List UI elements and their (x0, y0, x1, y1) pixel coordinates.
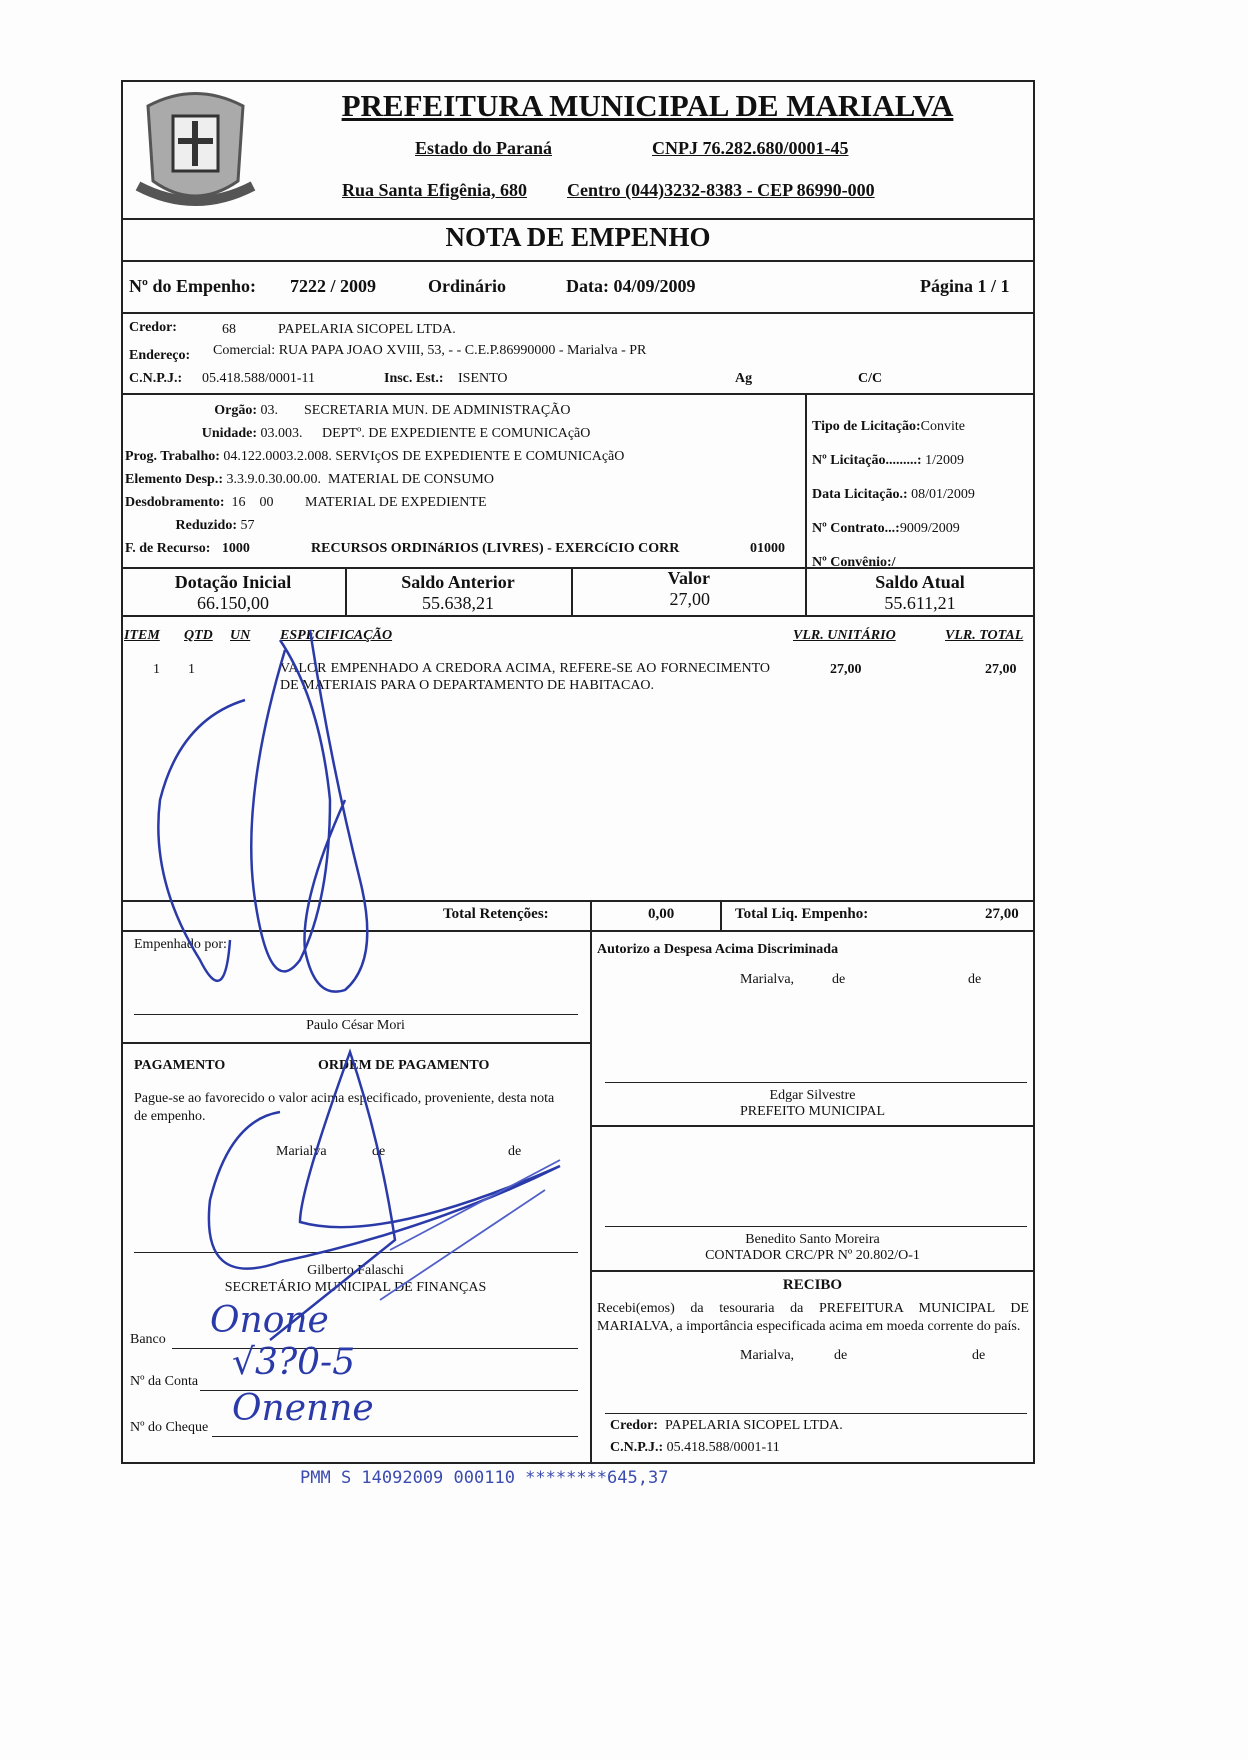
budget-classification: Orgão: 03. SECRETARIA MUN. DE ADMINISTRAÇÃO Unidade: 03.003. DEPTº. DE EXPEDIENTE E COMUNICAçãO Prog. Trabalho: 04.122.0003.2.008. SERVIçOS DE EXPEDIENTE E COMUNICAçãO Elemento Desp.: 3.3.9.0.30.00.00. MATERIAL DE CONSUMO Desdobramento: 16 00 MATERIAL DE EXPEDIENTE Reduzido: 57 F. de Recurso: 1000 RECURSOS ORDINáRIOS (LIVRES) - EXERCíCIO CORR 01000 (125, 403, 785, 556)
recibo-text: Recebi(emos) da tesouraria da PREFEITURA MUNICIPAL DE MARIALVA, a importância especificada acima em moeda corrente do país. (597, 1301, 1029, 1334)
item-qtd: 1 (188, 662, 195, 677)
valor: Valor 27,00 (667, 568, 710, 609)
empenho-number: 7222 / 2009 (290, 276, 377, 296)
pagamento-de1: de (372, 1144, 386, 1159)
recibo-de1: de (834, 1348, 848, 1363)
col-un: UN (230, 628, 251, 643)
ie-label: Insc. Est.: (384, 371, 444, 386)
cnpj-label: C.N.P.J.: (129, 371, 183, 386)
conta-handwritten: √3?0-5 (232, 1342, 356, 1383)
signature-loop-3 (158, 700, 245, 981)
document-title: NOTA DE EMPENHO (445, 222, 711, 252)
item-number: 1 (153, 662, 160, 677)
header-address: Rua Santa Efigênia, 680 (342, 180, 528, 200)
pagamento-text: Pague-se ao favorecido o valor acima especificado, proveniente, desta nota de empenho. (134, 1091, 555, 1124)
autorizo-label: Autorizo a Despesa Acima Discriminada (597, 942, 839, 957)
pagamento-de2: de (508, 1144, 522, 1159)
header-title: PREFEITURA MUNICIPAL DE MARIALVA (341, 88, 954, 123)
contador-signature: Benedito Santo Moreira CONTADOR CRC/PR Nº 20.802/O-1 (705, 1232, 920, 1263)
payment-stamp: PMM S 14092009 000110 ********645,37 (300, 1468, 669, 1488)
item-specification: VALOR EMPENHADO A CREDORA ACIMA, REFERE-SE AO FORNECIMENTO DE MATERIAIS PARA O DEPARTAMENTO DE HABITACAO. (280, 661, 770, 693)
autorizo-place: Marialva, (740, 972, 795, 987)
conta-label: Nº da Conta (130, 1374, 199, 1389)
credor-cnpj: 05.418.588/0001-11 (202, 371, 316, 386)
autorizo-de1: de (832, 972, 846, 987)
empenhado-label: Empenhado por: (134, 937, 227, 952)
autorizo-de2: de (968, 972, 982, 987)
empenhado-name: Paulo César Mori (306, 1018, 405, 1033)
credor-code: 68 (222, 322, 236, 337)
signature-scribble-1 (251, 640, 330, 971)
recibo-de2: de (972, 1348, 986, 1363)
credor-name: PAPELARIA SICOPEL LTDA. (278, 322, 456, 337)
col-unit: VLR. UNITÁRIO (793, 628, 896, 643)
retencoes-label: Total Retenções: (443, 906, 549, 922)
pagamento-place: Marialva (276, 1144, 327, 1159)
empenho-date: Data: 04/09/2009 (566, 276, 696, 296)
total-liq-label: Total Liq. Empenho: (735, 906, 869, 922)
empenho-type: Ordinário (428, 276, 507, 296)
cc-label: C/C (858, 371, 883, 386)
col-total: VLR. TOTAL (945, 628, 1024, 643)
prefeito-signature: Edgar Silvestre PREFEITO MUNICIPAL (739, 1088, 886, 1119)
item-total-value: 27,00 (985, 662, 1017, 677)
col-item: ITEM (124, 628, 160, 643)
cheque-label: Nº do Cheque (130, 1420, 209, 1435)
saldo-atual: Saldo Atual 55.611,21 (875, 572, 965, 613)
empenho-label: Nº do Empenho: (129, 276, 256, 296)
credor-label: Credor: (129, 320, 177, 335)
ag-label: Ag (735, 371, 753, 386)
retencoes-value: 0,00 (648, 906, 675, 922)
recibo-credor-label: Credor: (610, 1418, 658, 1433)
recibo-credor: PAPELARIA SICOPEL LTDA. (664, 1418, 843, 1433)
banco-handwritten: Onone (210, 1300, 329, 1341)
header-contact: Centro (044)3232-8383 - CEP 86990-000 (567, 180, 875, 200)
licitacao-info: Tipo de Licitação:Convite Nº Licitação.........: 1/2009 Data Licitação.: 08/01/2009 Nº Contrato...:9009/2009 Nº Convênio:/ (812, 419, 975, 570)
recibo-cnpj-label: C.N.P.J.: (610, 1440, 664, 1455)
item-unit-value: 27,00 (830, 662, 862, 677)
col-spec: ESPECIFICAÇÃO (280, 628, 393, 643)
page-number: Página 1 / 1 (920, 276, 1010, 296)
credor-address: Comercial: RUA PAPA JOAO XVIII, 53, - - C.E.P.86990000 - Marialva - PR (213, 343, 647, 358)
banco-label: Banco (130, 1332, 166, 1347)
signature-pagamento-2 (380, 1160, 560, 1300)
recibo-cnpj: 05.418.588/0001-11 (666, 1440, 780, 1455)
dotacao-inicial: Dotação Inicial 66.150,00 (174, 572, 292, 613)
secretario-role: SECRETÁRIO MUNICIPAL DE FINANÇAS (224, 1280, 487, 1295)
saldo-anterior: Saldo Anterior 55.638,21 (401, 572, 515, 613)
credor-ie: ISENTO (458, 371, 508, 386)
ordem-pagamento-title: ORDEM DE PAGAMENTO (318, 1058, 490, 1073)
secretario-name: Gilberto Falaschi (307, 1263, 404, 1278)
total-liq-value: 27,00 (985, 906, 1019, 922)
address-label: Endereço: (129, 348, 191, 363)
signature-scribble-2 (305, 630, 368, 992)
cheque-handwritten: Onenne (232, 1388, 374, 1429)
header-state: Estado do Paraná (415, 138, 553, 158)
pagamento-label: PAGAMENTO (134, 1058, 226, 1073)
col-qtd: QTD (184, 628, 213, 643)
recibo-place: Marialva, (740, 1348, 795, 1363)
recibo-title: RECIBO (782, 1277, 843, 1293)
header-cnpj: CNPJ 76.282.680/0001-45 (652, 138, 849, 158)
